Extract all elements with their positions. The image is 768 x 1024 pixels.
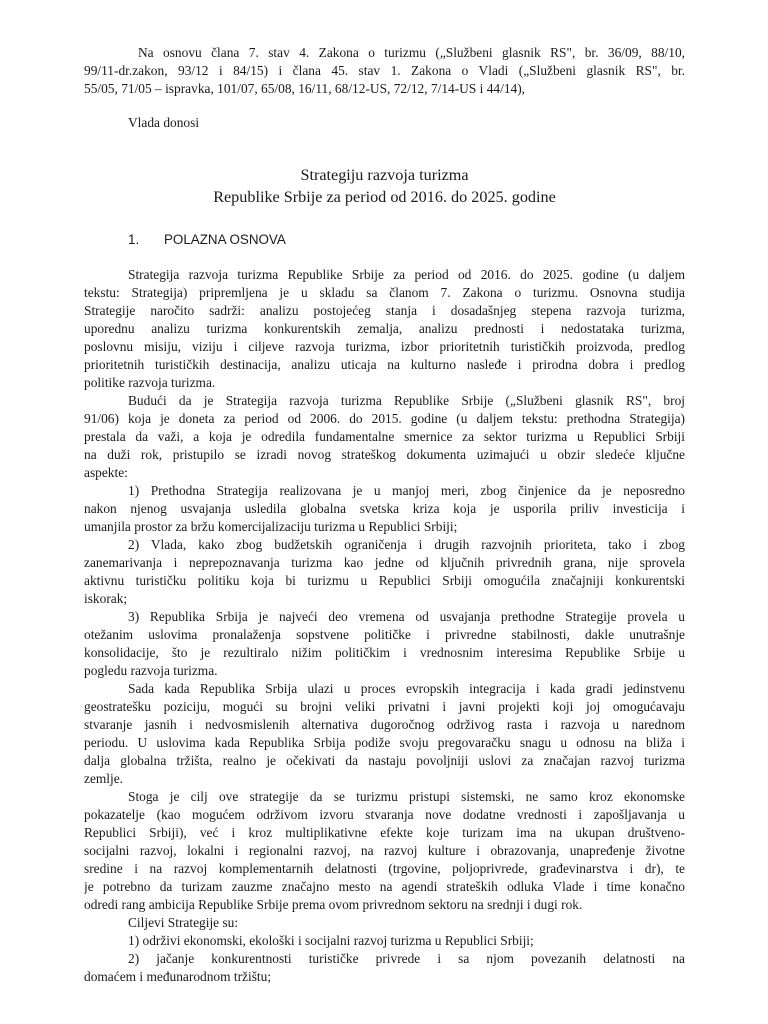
paragraph-line: Strategija razvoja turizma Republike Srbije za period od 2016. do 2025. godine (u daljem (128, 267, 685, 282)
section-number: 1. (128, 232, 140, 247)
body-text (84, 266, 685, 986)
paragraph-line: tekstu: Strategija) pripremljena je u skladu sa članom 7. Zakona o turizmu. Osnovna studija (84, 285, 685, 300)
paragraph-line: 1) održivi ekonomski, ekološki i socijalni razvoj turizma u Republici Srbiji; (128, 933, 534, 948)
paragraph-line: umanjila prostor za bržu komercijalizaciju turizma u Republici Srbiji; (84, 519, 458, 534)
paragraph-line: 1) Prethodna Strategija realizovana je u manjoj meri, zbog činjenice da je neposredno (128, 483, 685, 498)
preamble-line: 99/11-dr.zakon, 93/12 i 84/15) i člana 45. stav 1. Zakona o Vladi („Službeni glasnik RS", br. (84, 63, 685, 78)
paragraph-line: 3) Republika Srbija je najveći deo vremena od usvajanja prethodne Strategije provela u (128, 609, 685, 624)
paragraph-line: Budući da je Strategija razvoja turizma Republike Srbije („Službeni glasnik RS", broj (128, 393, 685, 408)
paragraph-line: Strategije naročito sadrži: analizu postojećeg stanja i dosadašnjeg stepena razvoja turizma, (84, 303, 685, 318)
paragraph-line: pogledu razvoja turizma. (84, 663, 218, 678)
paragraph-line: zanemarivanja i neprepoznavanja turizma kao jedne od ključnih privrednih grana, nije sprovela (84, 555, 685, 570)
paragraph-line: je potrebno da turizam zauzme značajno mesto na agendi strateških odluka Vlade i time konačno (84, 879, 685, 894)
paragraph-line: 91/06) koja je doneta za period od 2006. do 2015. godine (u daljem tekstu: prethodna Strategija) (84, 411, 685, 426)
paragraph-line: geostratešku poziciju, mogući su brojni veliki privatni i javni projekti koji joj omogućavaju (84, 699, 685, 714)
document-title (84, 164, 685, 208)
paragraph-line: odredi rang ambicija Republike Srbije prema ovom privrednom sektoru na srednji i dugi rok. (84, 897, 583, 912)
paragraph-line: prestala da važi, a koja je odredila fundamentalne smernice za sektor turizma u Republici Srbiji (84, 429, 685, 444)
paragraph-line: domaćem i međunarodnom tržištu; (84, 969, 272, 984)
paragraph-line: iskorak; (84, 591, 128, 606)
preamble-line: Na osnovu člana 7. stav 4. Zakona o turizmu („Službeni glasnik RS", br. 36/09, 88/10, (138, 45, 685, 60)
paragraph-line: poslovnu misiju, viziju i ciljeve razvoja turizma, izbor prioritetnih turističkih proizvoda, predlog (84, 339, 685, 354)
paragraph-line: uporednu analizu turizma konkurentskih zemalja, analizu prednosti i nedostataka turizma, (84, 321, 685, 336)
paragraph-line: prioritetnih turističkih destinacija, analizu uticaja na kulturno nasleđe i prirodna dobra i predlog (84, 357, 685, 372)
preamble-line: 55/05, 71/05 – ispravka, 101/07, 65/08, 16/11, 68/12-US, 72/12, 7/14-US i 44/14), (84, 81, 526, 96)
section-title: POLAZNA OSNOVA (164, 232, 286, 247)
paragraph (84, 392, 685, 482)
paragraph-line: na duži rok, pristupilo se izradi novog strateškog dokumenta uzimajući u obzir sledeće ključne (84, 447, 685, 462)
paragraph-line: Republici Srbiji), već i kroz multiplikativne efekte koje turizam ima na ukupan društveno- (84, 825, 685, 840)
paragraph-line: dalja globalna tržišta, realno je očekivati da nastaju povoljniji uslovi za značajan razvoj turizma (84, 753, 685, 768)
paragraph (84, 914, 685, 932)
paragraph-line: Sada kada Republika Srbija ulazi u proces evropskih integracija i kada gradi jedinstvenu (128, 681, 685, 696)
paragraph-line: stvaranje jasnih i nedvosmislenih alternativa dugoročnog održivog rasta i razvoja u narednom (84, 717, 685, 732)
title-line-1: Strategiju razvoja turizma (300, 166, 469, 184)
paragraph (84, 950, 685, 986)
paragraph (84, 608, 685, 680)
paragraph-line: aspekte: (84, 465, 128, 480)
paragraph-line: pokazatelje (kao mogućem održivom izvoru stvaranja nove dodatne vrednosti i zapošljavanja u (84, 807, 685, 822)
paragraph-line: politike razvoja turizma. (84, 375, 216, 390)
paragraph-line: zemlje. (84, 771, 124, 786)
paragraph-line: otežanim uslovima pronalaženja sopstvene političke i privredne stabilnosti, dakle unutrašnje (84, 627, 685, 642)
paragraph-line: nakon njenog usvajanja usledila globalna svetska kriza koja je usporila priliv investicija i (84, 501, 685, 516)
paragraph-line: konsolidacije, što je rezultiralo nižim političkim i vrednosnim interesima Republike Srbije u (84, 645, 685, 660)
paragraph-line: aktivnu turističku politiku koja bi turizmu u Republici Srbiji omogućila značajniji konkurentski (84, 573, 685, 588)
adopter-line: Vlada donosi (128, 115, 200, 130)
paragraph-line: Ciljevi Strategije su: (128, 915, 239, 930)
paragraph (84, 788, 685, 914)
paragraph-line: Stoga je cilj ove strategije da se turizmu pristupi sistemski, ne samo kroz ekonomske (128, 789, 685, 804)
paragraph-line: sredine i na razvoj komplementarnih delatnosti (trgovine, poljoprivrede, građevinarstva i dr), te (84, 861, 685, 876)
paragraph (84, 932, 685, 950)
paragraph-line: 2) jačanje konkurentnosti turističke privrede i sa njom povezanih delatnosti na (128, 951, 685, 966)
preamble (84, 44, 685, 98)
paragraph (84, 536, 685, 608)
title-line-2: Republike Srbije za period od 2016. do 2025. godine (213, 188, 556, 206)
paragraph (84, 482, 685, 536)
paragraph (84, 680, 685, 788)
paragraph (84, 266, 685, 392)
paragraph-line: periodu. U uslovima kada Republika Srbija podiže svoju pregovaračku snagu u odnosu na bliža i (84, 735, 685, 750)
paragraph-line: 2) Vlada, kako zbog budžetskih ograničenja i drugih razvojnih prioriteta, tako i zbog (128, 537, 685, 552)
section-heading (84, 231, 286, 249)
paragraph-line: socijalni razvoj, lokalni i regionalni razvoj, na razvoj kulture i obrazovanja, unapređenje životne (84, 843, 685, 858)
